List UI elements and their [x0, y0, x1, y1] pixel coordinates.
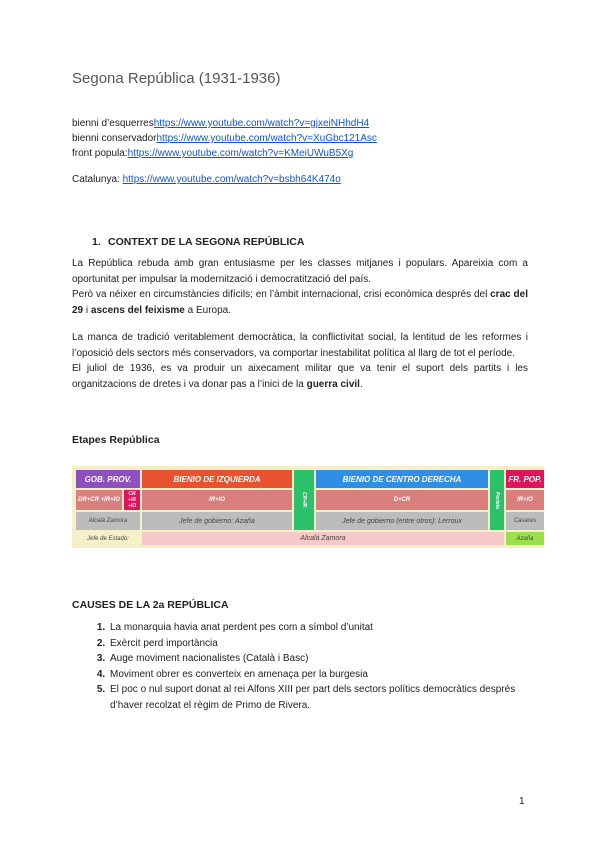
- text-run: El juliol de 1936, es va produir un aixecament militar que va tenir el suport dels partits i les organitzacions de dretes i va donar pas a l’inici de la: [72, 363, 528, 390]
- causes-list: [86, 620, 550, 713]
- page-number: 1: [519, 796, 525, 807]
- section-heading: [92, 236, 304, 248]
- text-run: a Europa.: [184, 304, 232, 316]
- text-run: Però va néixer en circumstàncies difícils; en l’àmbit internacional, crisi econòmica després del: [72, 289, 491, 300]
- jefe-estado-cell: Alcalá Zamora: [142, 532, 504, 545]
- paragraph-line: [72, 287, 528, 318]
- video-link[interactable]: https://www.youtube.com/watch?v=XuGbc121Asc: [156, 133, 377, 144]
- catalunya-row: [72, 174, 341, 185]
- link-row: [72, 131, 377, 146]
- paragraph-instability: [72, 330, 528, 392]
- bold-text: crac del 29: [72, 289, 528, 316]
- jefe-estado-cell: Azaña: [506, 532, 544, 545]
- list-item: 1. La monarquia havia anat perdent pes com a símbol d’unitat: [108, 620, 550, 636]
- coalition-cell: IR+IO: [142, 490, 292, 510]
- link-row: [72, 116, 377, 131]
- frente-popular-cell: FR. POP.: [506, 470, 544, 488]
- catalunya-link[interactable]: https://www.youtube.com/watch?v=bsbh64K474o: [122, 174, 341, 185]
- jefe-estado-label: Jefe de Estado:: [76, 532, 140, 545]
- bold-text: guerra civil: [306, 378, 360, 390]
- coalition-cell: DR+CR +IR+IO: [76, 490, 122, 510]
- paragraph-line: La manca de tradició veritablement democràtica, la conflictivitat social, la lentitud de les reformes i l’oposició dels sectors més conservadors, va comportar inestabilitat política al llarg de tot el període.: [72, 332, 528, 359]
- link-label: Catalunya:: [72, 174, 120, 185]
- text-run: i: [83, 304, 91, 316]
- paragraph-line: La República rebuda amb gran entusiasme per les classes mitjanes i populars. Apareixia com a oportunitat per impulsar la modernització i democratització del país.: [72, 258, 528, 285]
- link-label: bienni conservador: [72, 133, 157, 144]
- link-label: bienni d’esquerres: [72, 118, 154, 129]
- bienio-izquierda-cell: BIENIO DE IZQUIERDA: [142, 470, 292, 488]
- causes-heading: CAUSES DE LA 2a REPÚBLICA: [72, 599, 229, 611]
- video-link[interactable]: https://www.youtube.com/watch?v=gjxeiNHhdH4: [153, 118, 370, 129]
- paragraph-line: [72, 361, 528, 392]
- list-item: 5. El poc o nul suport donat al rei Alfons XIII per part dels sectors polítics democràtics després d’haver recolzat el règim de Primo de Rivera.: [108, 682, 550, 713]
- section-number: 1.: [92, 236, 101, 248]
- bienio-centro-derecha-cell: BIENIO DE CENTRO DERECHA: [316, 470, 488, 488]
- page-title: Segona República (1931-1936): [72, 70, 281, 87]
- list-item: 2. Exèrcit perd importància: [108, 636, 550, 652]
- list-item: 3. Auge moviment nacionalistes (Català i Basc): [108, 651, 550, 667]
- list-item: 4. Moviment obrer es converteix en amenaça per la burgesia: [108, 667, 550, 683]
- bold-text: ascens del feixisme: [90, 304, 185, 316]
- jefe-gobierno-cell: Jefe de gobierno (entre otros): Lerroux: [316, 512, 488, 530]
- etapes-heading: Etapes República: [72, 434, 160, 446]
- coalition-cell: IR+IO: [506, 490, 544, 510]
- president-cell: Alcalá Zamora: [76, 512, 140, 530]
- text-run: .: [359, 378, 363, 390]
- video-links: [72, 116, 377, 161]
- republic-timeline-image: [72, 466, 544, 548]
- video-link[interactable]: https://www.youtube.com/watch?v=KMeiUWuB5Xg: [127, 148, 354, 159]
- section-title: CONTEXT DE LA SEGONA REPÚBLICA: [108, 236, 305, 248]
- cr-ir-vertical-cell: CR+IR: [294, 470, 314, 530]
- paragraph-context: [72, 256, 528, 318]
- jefe-gobierno-cell: Jefe de gobierno: Azaña: [142, 512, 292, 530]
- coalition-cell: CR +IR +IO: [124, 490, 140, 510]
- jefe-gobierno-cell: Casares: [506, 512, 544, 530]
- link-row: [72, 146, 377, 161]
- portela-vertical-cell: Portela: [490, 470, 504, 530]
- gob-prov-cell: GOB. PROV.: [76, 470, 140, 488]
- link-label: front popula:: [72, 148, 128, 159]
- coalition-cell: D+CR: [316, 490, 488, 510]
